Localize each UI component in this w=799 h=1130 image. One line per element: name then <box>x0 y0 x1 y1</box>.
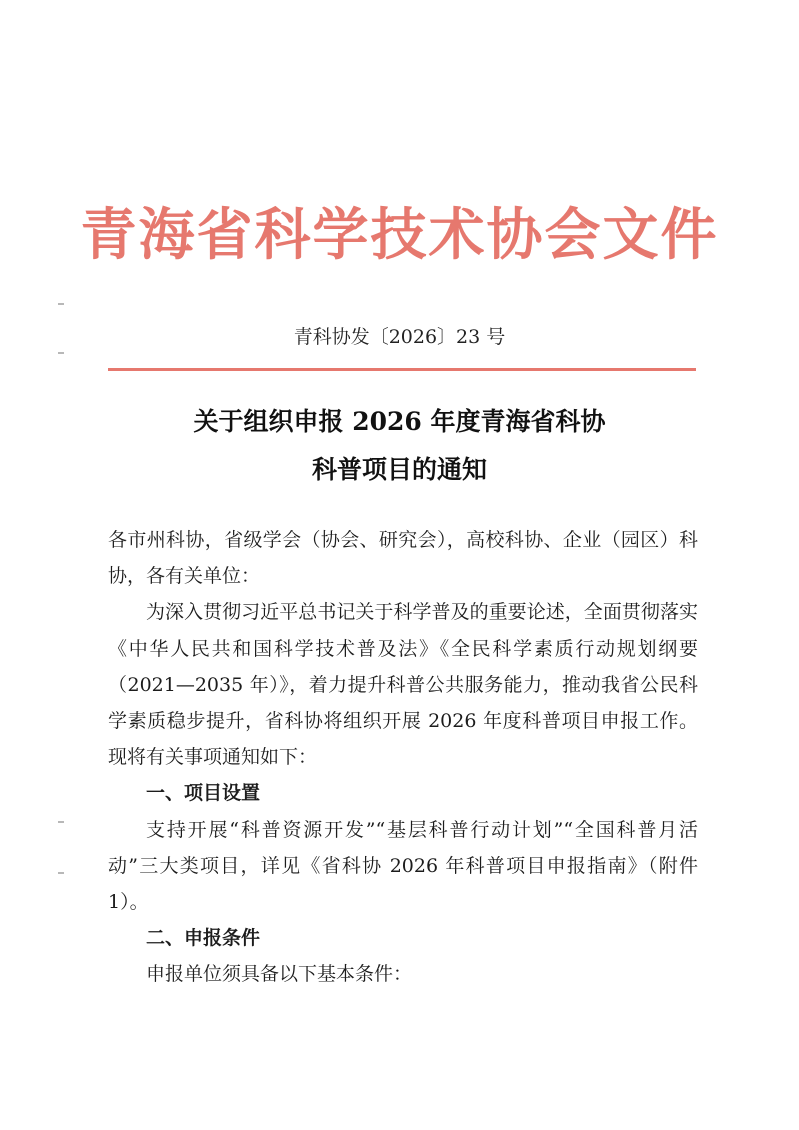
scan-margin-mark <box>58 821 64 823</box>
scan-margin-mark <box>58 872 64 874</box>
notice-title-line-2: 科普项目的通知 <box>311 455 487 484</box>
notice-title-line-1: 关于组织申报 2026 年度青海省科协 <box>193 407 606 436</box>
notice-body <box>108 522 698 993</box>
scan-margin-mark <box>58 303 64 305</box>
red-divider-line <box>108 368 696 371</box>
intro-paragraph: 为深入贯彻习近平总书记关于科学普及的重要论述，全面贯彻落实《中华人民共和国科学技术普及法》《全民科学素质行动规划纲要（2021—2035 年）》，着力提升科普公共服务能力，推动我省公民科学素质稳步提升，省科协将组织开展 2026 年度科普项目申报工作。现将有关事项通知如下： <box>108 601 698 769</box>
section-1-heading: 一、项目设置 <box>146 782 261 805</box>
document-header-title: 青海省科学技术协会文件 <box>80 203 719 268</box>
section-2-paragraph: 申报单位须具备以下基本条件： <box>146 963 413 986</box>
section-1-paragraph: 支持开展“科普资源开发”“基层科普行动计划”“全国科普月活动”三大类项目，详见《省科协 2026 年科普项目申报指南》（附件 1）。 <box>108 818 698 914</box>
document-number: 青科协发〔2026〕23 号 <box>293 326 506 348</box>
notice-title <box>0 398 799 494</box>
section-2-heading: 二、申报条件 <box>146 927 261 950</box>
scan-margin-mark <box>58 352 64 354</box>
addressee-paragraph: 各市州科协，省级学会（协会、研究会），高校科协、企业（园区）科协，各有关单位： <box>108 529 698 588</box>
